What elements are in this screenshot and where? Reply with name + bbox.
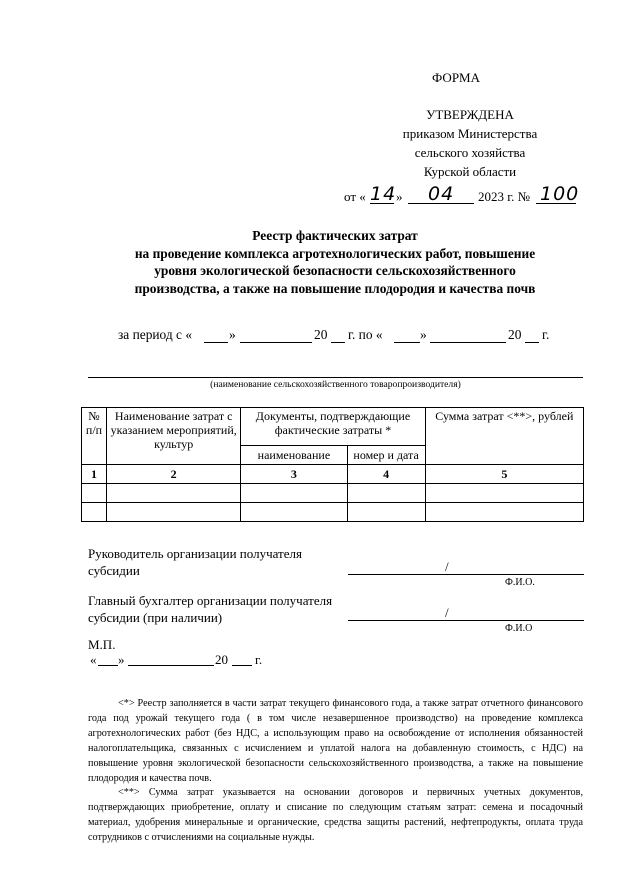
producer-name-line [88, 377, 583, 378]
table-cell[interactable] [241, 503, 347, 522]
head-signature-line[interactable] [348, 574, 584, 575]
head-signature-label [88, 545, 302, 579]
approved-by-line-1: приказом Министерства [402, 126, 538, 141]
table-cell[interactable] [107, 503, 241, 522]
accountant-signature-line[interactable] [348, 620, 584, 621]
table-cell[interactable] [107, 484, 241, 503]
approved-by-line-2: сельского хозяйства [414, 145, 526, 160]
footnote-1-text: <*> Реестр заполняется в части затрат текущего финансового года, а также затрат отчетного финансового года под урожай текущего года ( в том числе незавершенное производство) на проведение комплекса агротехнологических работ (без НДС, а использующим право на освобождение от исполнения обязанностей налогоплательщика, связанных с исчислением и уплатой налога на добавленную стоимость, с НДС) на повышение уровня экологической безопасности сельскохозяйственного производства, а также на повышение плодородия и качества почв. [88, 698, 583, 784]
accountant-signature-label [88, 592, 332, 626]
title-line-4: производства, а также на повышение плодородия и качества почв [134, 280, 536, 296]
approved-label: УТВЕРЖДЕНА [426, 107, 514, 122]
date-quote-open: « [90, 652, 97, 667]
period-year-suffix: г. [542, 327, 550, 342]
title-line-3: уровня экологической безопасности сельскохозяйственного [154, 263, 516, 278]
accountant-label-line-1: Главный бухгалтер организации получателя [88, 593, 333, 608]
approved-by-line-3: Курской области [423, 164, 517, 179]
period-year-2: 20 [508, 327, 522, 342]
period-from-label: за период с « [118, 327, 193, 342]
title-line-1: Реестр фактических затрат [252, 228, 418, 243]
order-prefix: от « [344, 189, 366, 204]
table-num-cell-5: 5 [425, 465, 583, 484]
date-year: 20 [215, 652, 228, 667]
table-row-numbers [82, 465, 584, 484]
date-quote-close: » [118, 652, 125, 667]
table-num-cell-1: 1 [82, 465, 107, 484]
order-mid: » [396, 189, 403, 204]
expenses-table [81, 407, 584, 522]
col-header-docs: Документы, подтверждающие фактические затраты * [241, 408, 425, 446]
col-header-name: Наименование затрат с указанием мероприятий, культур [107, 408, 241, 465]
form-label: ФОРМА [432, 70, 480, 85]
table-cell[interactable] [347, 503, 425, 522]
order-line [344, 183, 584, 209]
head-fio-caption: Ф.И.О. [505, 577, 535, 588]
producer-caption: (наименование сельскохозяйственного товаропроизводителя) [210, 379, 461, 390]
period-line [118, 327, 558, 347]
footnote-1 [88, 697, 583, 786]
order-year: 2023 г. № [478, 189, 531, 204]
table-cell[interactable] [82, 484, 107, 503]
table-cell[interactable] [425, 484, 583, 503]
col-header-sum: Сумма затрат <**>, рублей [425, 408, 583, 465]
table-cell[interactable] [425, 503, 583, 522]
period-q-close-1: » [229, 327, 236, 342]
table-num-cell-2: 2 [107, 465, 241, 484]
footnote-2-text: <**> Сумма затрат указывается на основании договоров и первичных учетных документов, подтверждающих приобретение, оплату и списание по следующим статьям затрат: семена и посадочный материал, удобрения минеральные и органические, средства защиты растений, нефтепродукты, оплата труда сотрудников с отчислениями на социальные нужды. [88, 787, 583, 843]
table-num-cell-4: 4 [347, 465, 425, 484]
date-year-suffix: г. [255, 652, 263, 667]
table-cell[interactable] [82, 503, 107, 522]
accountant-signature-slash: / [445, 605, 449, 620]
approval-block [360, 105, 580, 181]
table-row [82, 503, 584, 522]
period-to-label: г. по « [348, 327, 383, 342]
head-label-line-2: субсидии [88, 563, 140, 578]
signature-date [88, 652, 288, 670]
stamp-label: М.П. [88, 637, 116, 652]
title-line-2: на проведение комплекса агротехнологических работ, повышение [134, 245, 536, 261]
period-year-1: 20 [314, 327, 328, 342]
col-header-docname: наименование [241, 446, 347, 465]
col-header-num: № п/п [82, 408, 107, 465]
accountant-fio-caption: Ф.И.О [505, 623, 533, 634]
head-signature-slash: / [445, 559, 449, 574]
table-row [82, 484, 584, 503]
order-day: 14 [370, 183, 397, 205]
order-number: 100 [540, 183, 580, 205]
order-month: 04 [428, 183, 455, 205]
footnote-2 [88, 786, 583, 846]
period-q-close-2: » [420, 327, 427, 342]
document-title [80, 227, 590, 297]
table-cell[interactable] [241, 484, 347, 503]
accountant-label-line-2: субсидии (при наличии) [88, 610, 223, 625]
table-cell[interactable] [347, 484, 425, 503]
table-num-cell-3: 3 [241, 465, 347, 484]
col-header-docnum: номер и дата [347, 446, 425, 465]
head-label-line-1: Руководитель организации получателя [88, 546, 302, 561]
